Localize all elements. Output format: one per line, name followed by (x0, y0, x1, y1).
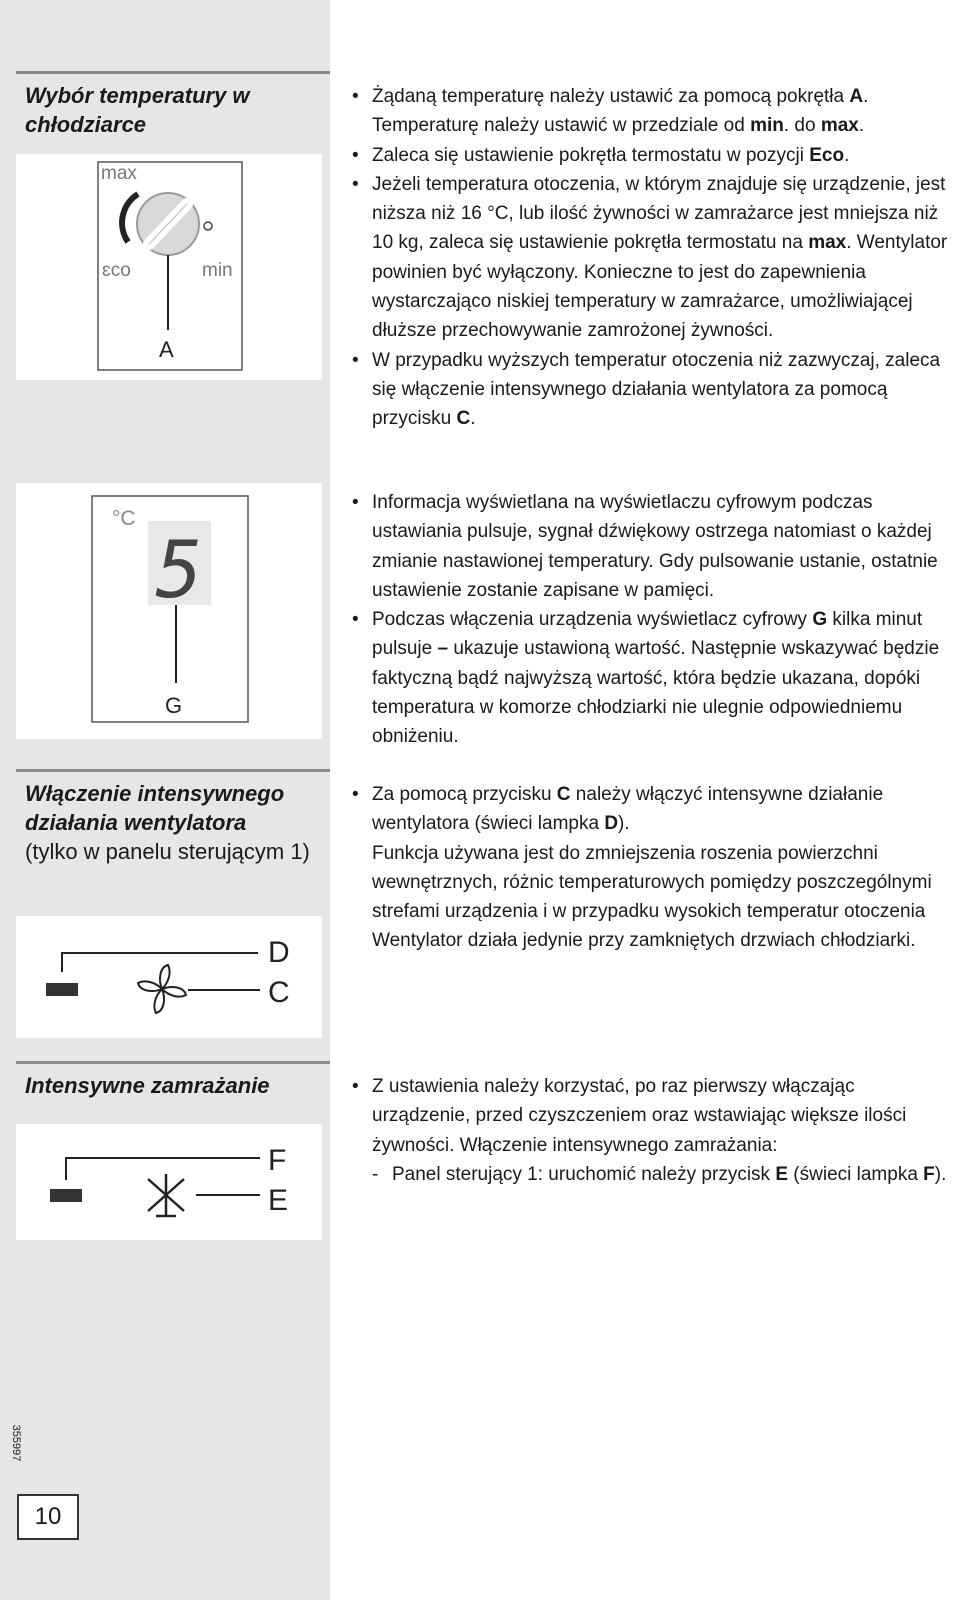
lamp-label-D: D (268, 936, 290, 969)
knob-label-A: A (159, 337, 174, 362)
bullet-item: • Żądaną temperaturę należy ustawić za pomocą pokrętła A. Temperaturę należy ustawić w przedziale od min. do max. (352, 82, 952, 141)
section-title-text: Wybór temperatury w chłodziarce (25, 83, 250, 137)
thermostat-knob-figure (16, 154, 322, 380)
lamp-label-F: F (268, 1144, 287, 1177)
section-title-fan (25, 779, 325, 866)
fan-control-figure (16, 916, 322, 1038)
button-label-E: E (268, 1184, 289, 1217)
label-max: max (101, 163, 137, 184)
section-divider (16, 769, 330, 772)
section-title-freezing (25, 1071, 325, 1100)
dash-item: - Panel sterujący 1: uruchomić należy przycisk E (świeci lampka F). (352, 1160, 952, 1189)
section-title-note: (tylko w panelu sterującym 1) (25, 839, 310, 864)
digital-display-figure (16, 483, 322, 739)
section-divider (16, 71, 330, 74)
bullets-fan (352, 780, 952, 956)
section-title-text: Intensywne zamrażanie (25, 1073, 270, 1098)
indicator-lamp-D (46, 983, 78, 996)
paragraph-item: Funkcja używana jest do zmniejszenia roszenia powierzchni wewnętrznych, różnic temperaturowych pomiędzy poszczególnymi strefami urządzenia i w przypadku wysokich temperatur otoczenia (372, 842, 932, 923)
bullet-item: • Zaleca się ustawienie pokrętła termostatu w pozycji Eco. (352, 141, 952, 170)
page-number: 10 (17, 1494, 79, 1540)
bullet-item: • Z ustawienia należy korzystać, po raz pierwszy włączając urządzenie, przed czyszczeniem oraz wstawiając większe ilości żywności. Włączenie intensywnego zamrażania: (352, 1072, 952, 1160)
snowflake-icon (148, 1174, 184, 1216)
section-title-text: Włączenie intensywnego działania wentylatora (25, 781, 285, 835)
display-digit: 5 (155, 526, 203, 616)
display-unit-label: °C (112, 507, 136, 530)
section-divider (16, 1061, 330, 1064)
bullet-item: • Informacja wyświetlana na wyświetlaczu cyfrowym podczas ustawiania pulsuje, sygnał dźwiękowy ostrzega natomiast o każdej zmianie nastawionej temperatury. Gdy pulsowanie ustanie, ostatnie ustawienie zostanie zapisane w pamięci. (352, 488, 952, 605)
section-title-temperature (25, 81, 325, 139)
label-min: min (202, 260, 233, 281)
bullets-freezing (352, 1072, 952, 1189)
bullet-item: • W przypadku wyższych temperatur otoczenia niż zazwyczaj, zaleca się włączenie intensywnego działania wentylatora za pomocą przycisku C. (352, 346, 952, 434)
label-eco: ɛco (102, 260, 131, 281)
display-label-G: G (165, 693, 183, 718)
bullet-item: • Podczas włączenia urządzenia wyświetlacz cyfrowy G kilka minut pulsuje – ukazuje ustawioną wartość. Następnie wskazywać będzie faktyczną bądź najwyższą wartość, która będzie ukazana, dopóki temperatura w komorze chłodziarki nie ulegnie odpowiedniemu obniżeniu. (352, 605, 952, 751)
freeze-control-figure (16, 1124, 322, 1240)
bullets-temperature (352, 82, 952, 434)
indicator-lamp-F (50, 1189, 82, 1202)
document-id: 355997 (10, 1424, 22, 1462)
fan-icon (138, 965, 186, 1013)
bullet-item: • Za pomocą przycisku C należy włączyć intensywne działanie wentylatora (świeci lampka D). (352, 780, 952, 839)
paragraph-item: Wentylator działa jedynie przy zamkniętych drzwiach chłodziarki. (372, 930, 916, 952)
bullets-display (352, 488, 952, 752)
button-label-C: C (268, 976, 290, 1009)
bullet-item: • Jeżeli temperatura otoczenia, w którym znajduje się urządzenie, jest niższa niż 16 °C, lub ilość żywności w zamrażarce jest mniejsza niż 10 kg, zaleca się ustawienie pokrętła termostatu na max. Wentylator powinien być wyłączony. Konieczne to jest do zapewnienia wystarczająco niskiej temperatury w zamrażarce, umożliwiającej dłuższe przechowywanie zamrożonej żywności. (352, 170, 952, 346)
